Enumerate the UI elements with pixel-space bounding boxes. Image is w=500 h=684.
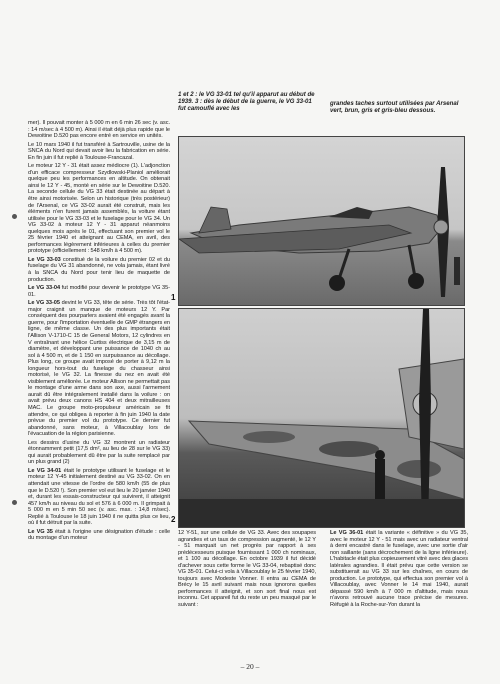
paragraph: mer). Il pouvait monter à 5 000 m en 6 min 26 sec (v. asc. : 14 m/sec à 4 500 m). Ainsi il était déjà plus rapide que le Dewoitine D.520 pas encore entré en service en unités. bbox=[28, 120, 170, 140]
paragraph: Le VG 36-01 était la variante « définitive » du VG 35, avec le moteur 12 Y - 51 mais avec un radiateur ventral à demi encastré dans le fuselage, avec une sortie d'air non saillante (sans décrochement de la ligne inférieure). L'habitacle était plus copieusement vitré avec des glaces latérales agrandies. Il était prévu que cette version se substituerait au VG 33 sur les chaînes, en cours de production. Le prototype, qui effectua son premier vol à Villacoublay, avec Vonner le 14 mai 1940, aurait dépassé 590 km/h à 7 000 m d'altitude, mais nous n'avons retrouvé aucune trace précise de mesures. Réfugié à la Roche-sur-Yon durant la bbox=[330, 530, 468, 609]
photo-number-1: 1 bbox=[171, 293, 176, 302]
aircraft-photo-2 bbox=[178, 308, 465, 528]
aircraft-silhouette-2 bbox=[179, 309, 464, 527]
middle-text-column bbox=[178, 530, 316, 665]
left-text-column bbox=[28, 120, 170, 663]
paragraph: Les dessins d'usine du VG 32 montrent un radiateur étonnamment petit (17,5 dm², au lieu de 28 sur le VG 33) qui aurait probablement dû être par la suite remplacé par un plus grand (2) bbox=[28, 439, 170, 466]
page-number: – 20 – bbox=[240, 662, 260, 671]
caption-right: grandes taches surtout utilisées par Arsenal vert, brun, gris et gris-bleu dessous. bbox=[330, 100, 459, 115]
paragraph: Le VG 33-03 constitué de la voilure du premier 02 et du fuselage du VG 31 abandonné, ne vola jamais, étant livré à la SNCA du Nord pour tenir lieu de maquette de production. bbox=[28, 256, 170, 283]
binder-hole bbox=[12, 500, 17, 505]
photo-number-2: 2 bbox=[171, 515, 176, 524]
binder-hole bbox=[12, 214, 17, 219]
caption-left: 1 et 2 : le VG 33-01 tel qu'il apparut au début de 1939. 3 : dès le début de la guerre, le VG 33-01 fut camouflé avec les bbox=[178, 91, 315, 113]
paragraph: Le VG 33-04 fut modifié pour devenir le prototype VG 35-01. bbox=[28, 285, 170, 298]
paragraph: Le VG 35 était à l'origine une désignation d'étude : celle du montage d'un moteur bbox=[28, 528, 170, 542]
right-text-column bbox=[330, 530, 468, 665]
aircraft-photo-1 bbox=[178, 136, 465, 306]
aircraft-silhouette-1 bbox=[179, 137, 464, 305]
paragraph: Le 10 mars 1940 il fut transféré à Sartrouville, usine de la SNCA du Nord qui devait avoir lieu la fabrication en série. En fin juin il fut replié à Toulouse-Francazal. bbox=[28, 141, 170, 161]
paragraph: Le VG 34-01 était le prototype utilisant le fuselage et le moteur 12 Y-45 initialement destiné au VG 33-02. On en attendait une vitesse de l'ordre de 580 km/h (55 de plus que le D.520 !). Son premier vol eut lieu le 20 janvier 1940 et, durant les essais-constructeur qui suivirent, il atteignit 457 km/h au niveau du sol et 576 à 6 000 m. Il grimpait à 5 000 m en 5 min 50 sec (v. asc. max. : 14,8 m/sec). Replié à Toulouse le 18 juin 1940 il ne quitta plus ce lieu, où il fut détruit par la suite. bbox=[28, 467, 170, 527]
paragraph: 12 Y-51, sur une cellule de VG 33. Avec des soupapes agrandies et un taux de compression augmenté, le 12 Y - 51 marquait un net progrès par rapport à ses prédécesseurs puisque fournissant 1 000 ch nominaux, et 1 100 au décollage. En octobre 1939 il fut décidé d'achever sous cette forme le VG 33-04, rebaptisé donc VG 35-01. Celui-ci vola à Villacoublay le 25 février 1940, toujours avec Modeste Vonner. Il entra au CEMA de Brécy le 15 avril suivant mais nous ignorons quelles performances il atteignit, et son sort final nous est inconnu. Cet appareil fut du reste un peu masqué par le suivant : bbox=[178, 530, 316, 609]
paragraph: Le VG 33-05 devint le VG 33, tête de série. Très tôt l'état-major craignit un manque de moteurs 12 Y. Par conséquent des pourparlers avaient été engagés avant la guerre, pour l'importation éventuelle de GMP étrangers en ligne, de même classe. Un des plus importants était l'Allison V-1710-C 15 de General Motors, 12 cylindres en V entraînant une hélice Curtiss électrique de 3,15 m de diamètre, et développant une puissance de 1040 ch au sol à 4 500 m, et de 1 150 en surpuissance au décollage. Plus long, ce groupe avait imposé de porter à 9,12 m la longueur hors-tout du fuselage du chasseur ainsi motorisé, le VG 32. La finesse du nez en avait été visiblement améliorée. Le moteur Allison ne permettait pas le montage d'une arme dans son axe, aussi l'armement aurait dû être intégralement installé dans la voilure : on avait prévu deux canons HS 404 et deux mitrailleuses MAC. Le groupe moto-propulseur américain se fit attendre, ce qui obligea à reporter à fin juin 1940 la date prévue du premier vol du prototype. Ce dernier fut abandonné, sans moteur, à Villacoublay lors de l'évacuation de la région parisienne. bbox=[28, 300, 170, 438]
paragraph: Le moteur 12 Y - 31 était assez médiocre (1). L'adjonction d'un efficace compresseur Szydlowski-Planiol améliorait quelque peu les performances en altitude. On obtenait ainsi le 12 Y - 45, monté en série sur le Dewoitine D.520. La seconde cellule du VG 33 était destinée au départ à être ainsi motorisée. Selon un historique (très postérieur) de l'Arsenal, ce VG 33-02 aurait été construit, mais les éléments n'en furent jamais assemblés, la voiture étant utilisée pour le VG 33-03 et le fuselage pour le VG 34. Un VG 33-02 à moteur 12 Y - 31 apparut néanmoins quelques mois après le 01, effectuant son premier vol le 25 février 1940 et atteignant au CEMA, en avril, des performances légèrement inférieures à celles du premier prototype (officiellement : 548 km/h à 4 500 m). bbox=[28, 163, 170, 255]
